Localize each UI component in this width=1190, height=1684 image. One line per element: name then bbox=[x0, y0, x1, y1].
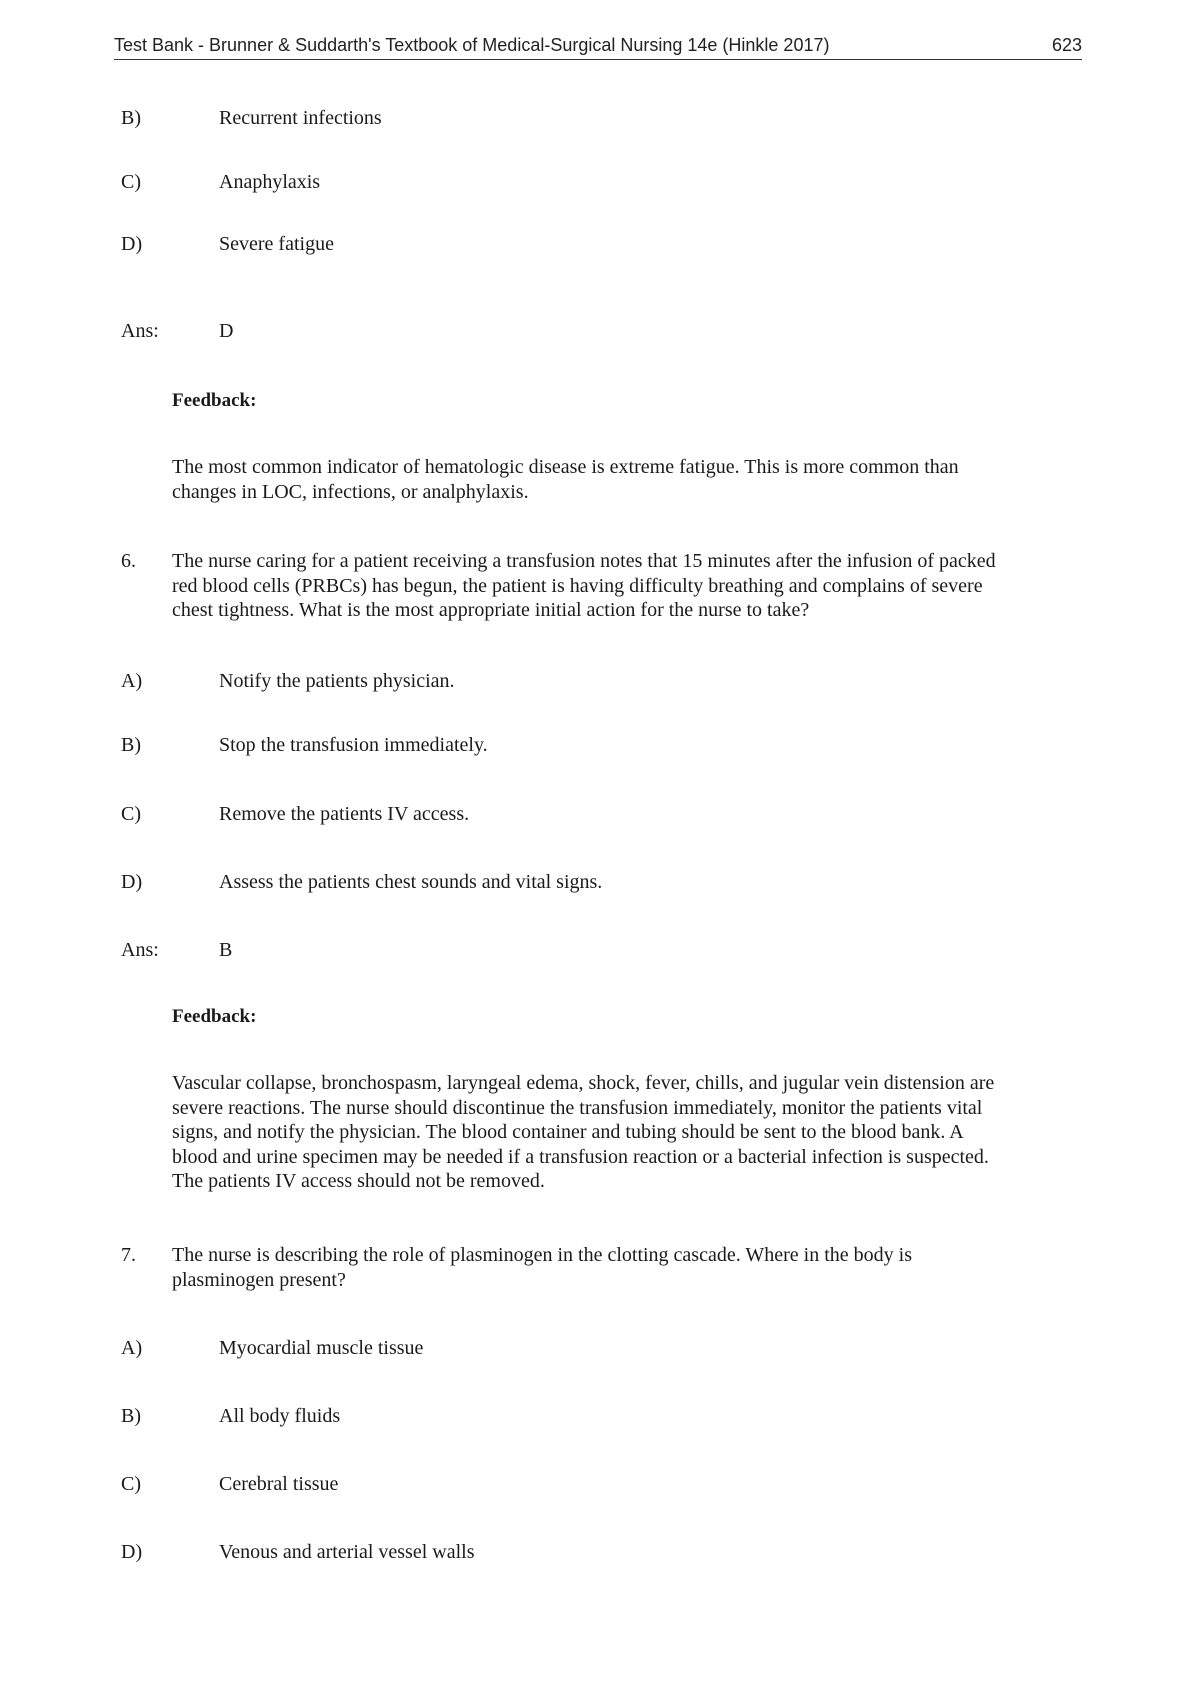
q6-feedback-line: signs, and notify the physician. The blood container and tubing should be sent to the blood bank. A bbox=[172, 1121, 964, 1143]
q6-question-text bbox=[172, 549, 1082, 623]
q5-option-c-label: C) bbox=[121, 171, 141, 193]
q5-answer-label: Ans: bbox=[121, 320, 159, 342]
q7-question-text bbox=[172, 1243, 1082, 1292]
q6-feedback-title: Feedback: bbox=[172, 1006, 257, 1027]
q7-option-a-text: Myocardial muscle tissue bbox=[219, 1337, 424, 1359]
q5-feedback-text bbox=[172, 455, 1082, 504]
q6-option-a-text: Notify the patients physician. bbox=[219, 670, 455, 692]
q7-question-line: The nurse is describing the role of plasminogen in the clotting cascade. Where in the body is bbox=[172, 1244, 912, 1266]
q6-feedback-line: The patients IV access should not be removed. bbox=[172, 1170, 545, 1192]
q6-feedback-text bbox=[172, 1071, 1082, 1194]
q6-question-line: chest tightness. What is the most appropriate initial action for the nurse to take? bbox=[172, 599, 810, 621]
q7-question-line: plasminogen present? bbox=[172, 1268, 346, 1291]
q7-number: 7. bbox=[121, 1244, 136, 1266]
q5-feedback-title: Feedback: bbox=[172, 390, 257, 411]
q7-option-b-label: B) bbox=[121, 1405, 141, 1427]
q6-option-d-label: D) bbox=[121, 871, 143, 893]
q5-option-b-text: Recurrent infections bbox=[219, 107, 382, 129]
q6-option-b-text: Stop the transfusion immediately. bbox=[219, 734, 488, 756]
q5-feedback-line: changes in LOC, infections, or analphylaxis. bbox=[172, 480, 529, 503]
q6-option-d-text: Assess the patients chest sounds and vital signs. bbox=[219, 871, 603, 893]
q7-option-c-label: C) bbox=[121, 1473, 141, 1495]
page-header bbox=[114, 33, 1082, 60]
q5-option-d-text: Severe fatigue bbox=[219, 233, 334, 255]
q5-option-c-text: Anaphylaxis bbox=[219, 171, 321, 193]
q5-option-d-label: D) bbox=[121, 233, 143, 255]
q6-answer-label: Ans: bbox=[121, 939, 159, 961]
q6-question-line: The nurse caring for a patient receiving a transfusion notes that 15 minutes after the infusion of packed bbox=[172, 550, 996, 572]
q7-option-a-label: A) bbox=[121, 1337, 143, 1359]
q5-feedback-line: The most common indicator of hematologic disease is extreme fatigue. This is more common than bbox=[172, 456, 959, 478]
q6-answer-value: B bbox=[219, 939, 233, 961]
q7-option-c-text: Cerebral tissue bbox=[219, 1473, 339, 1495]
q6-option-c-label: C) bbox=[121, 803, 141, 825]
q7-option-d-label: D) bbox=[121, 1541, 143, 1563]
q7-option-d-text: Venous and arterial vessel walls bbox=[219, 1541, 475, 1563]
q6-feedback-line: blood and urine specimen may be needed if a transfusion reaction or a bacterial infection is suspected. bbox=[172, 1145, 989, 1168]
q5-option-b-label: B) bbox=[121, 107, 141, 129]
q6-option-c-text: Remove the patients IV access. bbox=[219, 803, 470, 825]
q7-option-b-text: All body fluids bbox=[219, 1405, 341, 1427]
q6-option-b-label: B) bbox=[121, 734, 141, 756]
header-title: Test Bank - Brunner & Suddarth's Textbook of Medical-Surgical Nursing 14e (Hinkle 2017) bbox=[114, 35, 830, 55]
q6-feedback-line: severe reactions. The nurse should discontinue the transfusion immediately, monitor the patients vital bbox=[172, 1096, 983, 1119]
q6-feedback-line: Vascular collapse, bronchospasm, laryngeal edema, shock, fever, chills, and jugular vein distension are bbox=[172, 1072, 995, 1094]
q6-option-a-label: A) bbox=[121, 670, 143, 692]
page-number: 623 bbox=[1051, 35, 1082, 55]
q6-number: 6. bbox=[121, 550, 136, 572]
q6-question-line: red blood cells (PRBCs) has begun, the patient is having difficulty breathing and complains of severe bbox=[172, 574, 983, 597]
q5-answer-value: D bbox=[219, 320, 234, 342]
